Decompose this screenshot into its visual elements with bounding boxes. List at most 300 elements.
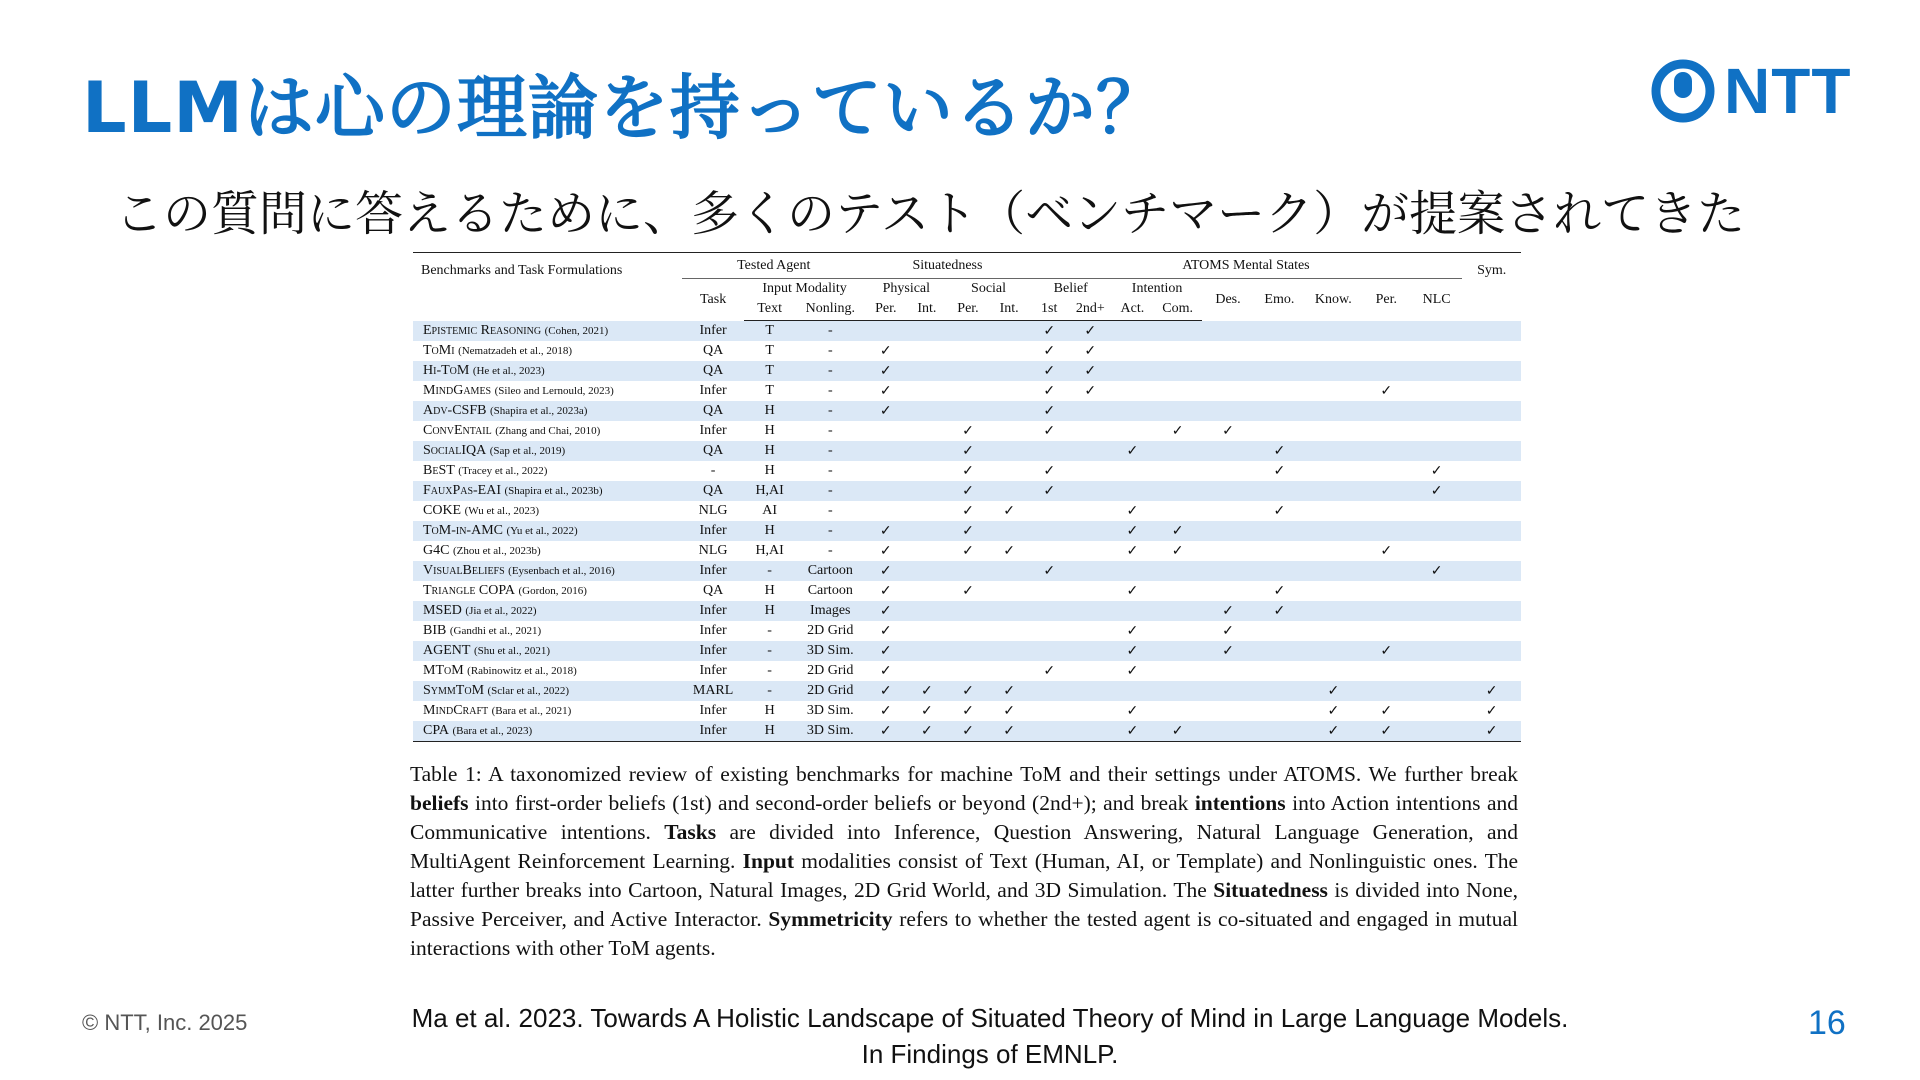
empty-cell bbox=[1462, 501, 1521, 521]
benchmark-name: FauxPas-EAI bbox=[423, 483, 502, 498]
benchmark-name: SocialIQA bbox=[423, 443, 487, 458]
empty-cell bbox=[1202, 581, 1253, 601]
check-mark: ✓ bbox=[1043, 383, 1056, 399]
header-physical-int: Int. bbox=[906, 299, 947, 321]
empty-cell bbox=[1202, 721, 1253, 742]
check-mark: ✓ bbox=[879, 543, 892, 559]
cell-nonling: - bbox=[795, 361, 865, 381]
slide-title: LLMは心の理論を持っているか？ bbox=[82, 67, 1167, 149]
empty-cell bbox=[1153, 641, 1202, 661]
empty-cell bbox=[1069, 501, 1112, 521]
caption-bold-term: Input bbox=[742, 849, 795, 873]
check-mark: ✓ bbox=[1112, 641, 1153, 661]
cell-task: QA bbox=[682, 481, 744, 501]
cell-task: Infer bbox=[699, 663, 727, 678]
caption-text: Table 1: A taxonomized review of existing benchmarks for machine ToM and their settings under ATOMS. We further break bbox=[410, 762, 1518, 786]
header-physical: Physical bbox=[882, 280, 931, 296]
caption-text: is divided into None, Passive Perceiver, and Active Interactor. bbox=[410, 878, 1519, 931]
check-mark: ✓ bbox=[947, 721, 988, 742]
check-mark: ✓ bbox=[1043, 663, 1056, 679]
cell-nonling: Cartoon bbox=[807, 583, 853, 598]
header-input-modality: Input Modality bbox=[762, 280, 847, 296]
table-row bbox=[413, 341, 1521, 361]
cell-task: Infer bbox=[699, 623, 727, 638]
benchmark-name-cell bbox=[413, 661, 682, 681]
check-mark: ✓ bbox=[1043, 423, 1056, 439]
caption-bold-term: Symmetricity bbox=[768, 907, 893, 931]
check-mark: ✓ bbox=[1202, 601, 1253, 621]
empty-cell bbox=[1462, 361, 1521, 381]
cell-nonling: Images bbox=[795, 601, 865, 621]
empty-cell bbox=[1202, 681, 1253, 701]
empty-cell bbox=[1153, 561, 1202, 581]
empty-cell bbox=[865, 421, 906, 441]
empty-cell bbox=[947, 641, 988, 661]
benchmark-name: ToMi bbox=[423, 343, 455, 358]
empty-cell bbox=[906, 381, 947, 401]
header-intention-act: Act. bbox=[1112, 299, 1153, 321]
empty-cell bbox=[1030, 541, 1069, 561]
empty-cell bbox=[1254, 341, 1305, 361]
cell-nonling: 2D Grid bbox=[807, 623, 854, 638]
empty-cell bbox=[989, 621, 1030, 641]
check-mark: ✓ bbox=[1485, 703, 1498, 719]
table-row bbox=[413, 541, 1521, 561]
empty-cell bbox=[865, 501, 906, 521]
benchmark-name: VisualBeliefs bbox=[423, 563, 505, 578]
check-mark: ✓ bbox=[1126, 543, 1139, 559]
empty-cell bbox=[947, 661, 988, 681]
cell-nonling: - bbox=[795, 521, 865, 541]
cell-nonling: Cartoon bbox=[795, 561, 865, 581]
empty-cell bbox=[1153, 361, 1202, 381]
empty-cell bbox=[1069, 541, 1112, 561]
empty-cell bbox=[1153, 601, 1202, 621]
check-mark: ✓ bbox=[1126, 503, 1139, 519]
empty-cell bbox=[1362, 401, 1411, 421]
benchmark-name-cell bbox=[413, 561, 682, 581]
check-mark: ✓ bbox=[1069, 361, 1112, 381]
check-mark: ✓ bbox=[1273, 463, 1286, 479]
empty-cell bbox=[1362, 661, 1411, 681]
empty-cell bbox=[1202, 361, 1253, 381]
ntt-logo-icon bbox=[1650, 58, 1716, 124]
cell-task: Infer bbox=[682, 721, 744, 742]
table-row bbox=[413, 701, 1521, 721]
empty-cell bbox=[1030, 581, 1069, 601]
empty-cell bbox=[1362, 341, 1411, 361]
empty-cell bbox=[1462, 641, 1521, 661]
benchmark-citation: (Bara et al., 2021) bbox=[491, 705, 572, 717]
header-social-per: Per. bbox=[947, 299, 988, 321]
empty-cell bbox=[989, 581, 1030, 601]
benchmark-citation: (Zhang and Chai, 2010) bbox=[495, 425, 601, 437]
benchmark-citation: (Sap et al., 2019) bbox=[489, 445, 566, 457]
empty-cell bbox=[1462, 401, 1521, 421]
empty-cell bbox=[1462, 581, 1521, 601]
empty-cell bbox=[1069, 641, 1112, 661]
check-mark: ✓ bbox=[1153, 721, 1202, 742]
benchmark-name: G4C bbox=[423, 543, 450, 558]
header-belief-1st: 1st bbox=[1030, 299, 1069, 321]
empty-cell bbox=[1030, 521, 1069, 541]
empty-cell bbox=[1305, 341, 1362, 361]
empty-cell bbox=[1462, 521, 1521, 541]
caption-text: are divided into Inference, Question Answering, Natural Language Generation, and MultiAgent Reinforcement Learning. bbox=[410, 820, 1519, 873]
header-intention-com: Com. bbox=[1153, 299, 1202, 321]
header-situatedness: Situatedness bbox=[865, 253, 1029, 279]
empty-cell bbox=[1069, 721, 1112, 742]
header-nlc: NLC bbox=[1422, 291, 1451, 307]
empty-cell bbox=[906, 441, 947, 461]
check-mark: ✓ bbox=[1153, 521, 1202, 541]
caption-bold-term: Tasks bbox=[664, 820, 717, 844]
cell-text: H bbox=[764, 703, 775, 718]
table-row bbox=[413, 381, 1521, 401]
empty-cell bbox=[1305, 361, 1362, 381]
header-text: Text bbox=[744, 299, 795, 321]
empty-cell bbox=[1462, 601, 1521, 621]
ntt-logo bbox=[1650, 55, 1852, 127]
benchmark-name: MindCraft bbox=[423, 703, 489, 718]
empty-cell bbox=[1112, 361, 1153, 381]
empty-cell bbox=[1254, 541, 1305, 561]
cell-task: Infer bbox=[699, 423, 727, 438]
cell-nonling: - bbox=[827, 343, 833, 358]
empty-cell bbox=[1411, 721, 1462, 742]
empty-cell bbox=[1411, 641, 1462, 661]
benchmark-name-cell bbox=[413, 581, 682, 601]
benchmark-name-cell bbox=[413, 481, 682, 501]
empty-cell bbox=[1112, 561, 1153, 581]
header-know: Know. bbox=[1314, 291, 1352, 307]
empty-cell bbox=[1362, 421, 1411, 441]
empty-cell bbox=[1305, 561, 1362, 581]
check-mark: ✓ bbox=[865, 521, 906, 541]
empty-cell bbox=[1202, 441, 1253, 461]
cell-task: NLG bbox=[698, 543, 728, 558]
reference-line-2: In Findings of EMNLP. bbox=[861, 1039, 1119, 1069]
cell-text: H,AI bbox=[744, 481, 795, 501]
check-mark: ✓ bbox=[879, 583, 892, 599]
empty-cell bbox=[1362, 461, 1411, 481]
empty-cell bbox=[989, 561, 1030, 581]
empty-cell bbox=[906, 321, 947, 342]
empty-cell bbox=[1153, 481, 1202, 501]
cell-text: H bbox=[764, 423, 775, 438]
caption-text: refers to whether the tested agent is co-situated and engaged in mutual interactions with other ToM agents. bbox=[410, 907, 1519, 960]
empty-cell bbox=[1462, 621, 1521, 641]
benchmark-name: MToM bbox=[423, 663, 464, 678]
caption-text: into Action intentions and Communicative intentions. bbox=[410, 791, 1519, 844]
empty-cell bbox=[1254, 721, 1305, 742]
table-caption bbox=[410, 760, 1518, 963]
empty-cell bbox=[1112, 401, 1153, 421]
empty-cell bbox=[1254, 401, 1305, 421]
header-tested-agent: Tested Agent bbox=[682, 253, 865, 279]
empty-cell bbox=[1202, 381, 1253, 401]
check-mark: ✓ bbox=[1462, 721, 1521, 742]
empty-cell bbox=[1153, 321, 1202, 342]
check-mark: ✓ bbox=[947, 481, 988, 501]
benchmark-table-wrapper bbox=[413, 252, 1521, 742]
cell-task: NLG bbox=[698, 503, 728, 518]
cell-nonling: - bbox=[827, 543, 833, 558]
empty-cell bbox=[947, 341, 988, 361]
benchmark-citation: (Gandhi et al., 2021) bbox=[449, 625, 542, 637]
empty-cell bbox=[989, 641, 1030, 661]
check-mark: ✓ bbox=[1362, 641, 1411, 661]
empty-cell bbox=[1305, 641, 1362, 661]
check-mark: ✓ bbox=[1030, 401, 1069, 421]
cell-nonling: - bbox=[827, 383, 833, 398]
empty-cell bbox=[1069, 561, 1112, 581]
cell-task: Infer bbox=[699, 383, 727, 398]
ntt-logo-text: NTT bbox=[1724, 55, 1852, 127]
empty-cell bbox=[947, 381, 988, 401]
empty-cell bbox=[1202, 521, 1253, 541]
cell-text: H bbox=[764, 583, 775, 598]
check-mark: ✓ bbox=[1222, 423, 1234, 439]
empty-cell bbox=[1112, 481, 1153, 501]
check-mark: ✓ bbox=[1030, 481, 1069, 501]
empty-cell bbox=[1362, 361, 1411, 381]
table-body bbox=[413, 321, 1521, 742]
header-atoms: ATOMS Mental States bbox=[1030, 253, 1463, 279]
check-mark: ✓ bbox=[947, 521, 988, 541]
table-row bbox=[413, 601, 1521, 621]
benchmark-name-cell bbox=[413, 641, 682, 661]
benchmark-table bbox=[413, 252, 1521, 742]
empty-cell bbox=[1411, 401, 1462, 421]
cell-text: H bbox=[744, 401, 795, 421]
empty-cell bbox=[1069, 621, 1112, 641]
check-mark: ✓ bbox=[1171, 423, 1184, 439]
header-per: Per. bbox=[1375, 291, 1397, 307]
benchmark-name: AGENT bbox=[423, 643, 471, 658]
check-mark: ✓ bbox=[1112, 441, 1153, 461]
empty-cell bbox=[1254, 621, 1305, 641]
cell-nonling: 3D Sim. bbox=[795, 721, 865, 742]
empty-cell bbox=[1462, 321, 1521, 342]
check-mark: ✓ bbox=[1305, 721, 1362, 742]
cell-text: - bbox=[744, 681, 795, 701]
check-mark: ✓ bbox=[1084, 383, 1097, 399]
cell-task: QA bbox=[682, 401, 744, 421]
empty-cell bbox=[1153, 701, 1202, 721]
cell-nonling: - bbox=[795, 321, 865, 342]
benchmark-name: COKE bbox=[423, 503, 462, 518]
header-sym: Sym. bbox=[1477, 263, 1507, 278]
empty-cell bbox=[906, 601, 947, 621]
empty-cell bbox=[1254, 361, 1305, 381]
header-des: Des. bbox=[1215, 291, 1241, 307]
empty-cell bbox=[947, 361, 988, 381]
empty-cell bbox=[1305, 541, 1362, 561]
empty-cell bbox=[1254, 421, 1305, 441]
empty-cell bbox=[1069, 421, 1112, 441]
empty-cell bbox=[1411, 541, 1462, 561]
empty-cell bbox=[1069, 581, 1112, 601]
empty-cell bbox=[1202, 501, 1253, 521]
empty-cell bbox=[1305, 481, 1362, 501]
empty-cell bbox=[1305, 461, 1362, 481]
cell-nonling: - bbox=[795, 481, 865, 501]
check-mark: ✓ bbox=[989, 681, 1030, 701]
empty-cell bbox=[1411, 521, 1462, 541]
empty-cell bbox=[1030, 681, 1069, 701]
benchmark-name: MindGames bbox=[423, 383, 492, 398]
empty-cell bbox=[1305, 601, 1362, 621]
benchmark-citation: (Shapira et al., 2023b) bbox=[504, 485, 603, 497]
check-mark: ✓ bbox=[962, 423, 974, 439]
empty-cell bbox=[1254, 381, 1305, 401]
cell-text: AI bbox=[762, 503, 778, 518]
check-mark: ✓ bbox=[1112, 721, 1153, 742]
check-mark: ✓ bbox=[1126, 623, 1139, 639]
empty-cell bbox=[1069, 521, 1112, 541]
check-mark: ✓ bbox=[1030, 361, 1069, 381]
empty-cell bbox=[1305, 661, 1362, 681]
table-row bbox=[413, 481, 1521, 501]
check-mark: ✓ bbox=[865, 401, 906, 421]
check-mark: ✓ bbox=[1305, 681, 1362, 701]
empty-cell bbox=[1462, 561, 1521, 581]
cell-text: - bbox=[744, 641, 795, 661]
empty-cell bbox=[1030, 501, 1069, 521]
empty-cell bbox=[1254, 481, 1305, 501]
cell-task: QA bbox=[702, 343, 724, 358]
benchmark-name-cell bbox=[413, 521, 682, 541]
empty-cell bbox=[1153, 341, 1202, 361]
caption-text: into first-order beliefs (1st) and second-order beliefs or beyond (2nd+); and break bbox=[474, 791, 1189, 815]
benchmark-name-cell bbox=[413, 501, 682, 521]
benchmark-name-cell bbox=[413, 361, 682, 381]
empty-cell bbox=[1153, 661, 1202, 681]
benchmark-name-cell bbox=[413, 601, 682, 621]
benchmark-name: Adv-CSFB bbox=[423, 403, 487, 418]
check-mark: ✓ bbox=[1043, 343, 1056, 359]
check-mark: ✓ bbox=[865, 641, 906, 661]
empty-cell bbox=[1112, 421, 1153, 441]
check-mark: ✓ bbox=[1362, 721, 1411, 742]
empty-cell bbox=[1362, 581, 1411, 601]
cell-text: - bbox=[767, 623, 772, 638]
cell-task: QA bbox=[682, 361, 744, 381]
cell-task: - bbox=[710, 463, 716, 478]
cell-task: Infer bbox=[699, 703, 727, 718]
check-mark: ✓ bbox=[1084, 343, 1097, 359]
header-social-int: Int. bbox=[989, 299, 1030, 321]
empty-cell bbox=[989, 441, 1030, 461]
table-row bbox=[413, 681, 1521, 701]
check-mark: ✓ bbox=[1273, 583, 1286, 599]
benchmark-citation: (Jia et al., 2022) bbox=[465, 605, 537, 617]
empty-cell bbox=[1362, 561, 1411, 581]
empty-cell bbox=[1153, 581, 1202, 601]
empty-cell bbox=[1069, 441, 1112, 461]
benchmark-citation: (Zhou et al., 2023b) bbox=[452, 545, 541, 557]
empty-cell bbox=[989, 361, 1030, 381]
empty-cell bbox=[1305, 581, 1362, 601]
empty-cell bbox=[1411, 501, 1462, 521]
empty-cell bbox=[1153, 381, 1202, 401]
table-row bbox=[413, 401, 1521, 421]
empty-cell bbox=[1362, 621, 1411, 641]
benchmark-name-cell bbox=[413, 681, 682, 701]
empty-cell bbox=[865, 461, 906, 481]
check-mark: ✓ bbox=[906, 721, 947, 742]
header-social: Social bbox=[971, 280, 1007, 296]
cell-text: H bbox=[744, 521, 795, 541]
table-row bbox=[413, 421, 1521, 441]
empty-cell bbox=[1202, 541, 1253, 561]
empty-cell bbox=[1030, 441, 1069, 461]
benchmark-name-cell bbox=[413, 421, 682, 441]
benchmark-citation: (Gordon, 2016) bbox=[518, 585, 587, 597]
check-mark: ✓ bbox=[1003, 503, 1015, 519]
check-mark: ✓ bbox=[865, 721, 906, 742]
empty-cell bbox=[1030, 701, 1069, 721]
empty-cell bbox=[1254, 681, 1305, 701]
cell-text: - bbox=[767, 663, 772, 678]
empty-cell bbox=[865, 481, 906, 501]
cell-nonling: 3D Sim. bbox=[806, 703, 854, 718]
empty-cell bbox=[906, 401, 947, 421]
empty-cell bbox=[1153, 621, 1202, 641]
check-mark: ✓ bbox=[879, 663, 892, 679]
benchmark-name-cell bbox=[413, 721, 682, 742]
check-mark: ✓ bbox=[947, 441, 988, 461]
check-mark: ✓ bbox=[947, 681, 988, 701]
table-row bbox=[413, 501, 1521, 521]
empty-cell bbox=[1153, 461, 1202, 481]
check-mark: ✓ bbox=[1380, 383, 1393, 399]
header-intention: Intention bbox=[1131, 280, 1183, 296]
empty-cell bbox=[1030, 641, 1069, 661]
table-row bbox=[413, 521, 1521, 541]
cell-text: T bbox=[765, 383, 774, 398]
check-mark: ✓ bbox=[1003, 703, 1015, 719]
empty-cell bbox=[1411, 661, 1462, 681]
cell-task: Infer bbox=[682, 521, 744, 541]
benchmark-name-cell bbox=[413, 381, 682, 401]
empty-cell bbox=[947, 401, 988, 421]
benchmark-citation: (Yu et al., 2022) bbox=[506, 525, 578, 537]
table-row bbox=[413, 641, 1521, 661]
check-mark: ✓ bbox=[879, 703, 892, 719]
cell-text: T bbox=[744, 321, 795, 342]
benchmark-citation: (He et al., 2023) bbox=[472, 365, 545, 377]
check-mark: ✓ bbox=[879, 623, 892, 639]
empty-cell bbox=[1362, 681, 1411, 701]
table-row bbox=[413, 561, 1521, 581]
empty-cell bbox=[1462, 461, 1521, 481]
empty-cell bbox=[1362, 501, 1411, 521]
empty-cell bbox=[1305, 621, 1362, 641]
caption-text: modalities consist of Text (Human, AI, or Template) and Nonlinguistic ones. The latter further breaks into Cartoon, Natural Images, 2D Grid World, and 3D Simulation. The bbox=[410, 849, 1519, 902]
empty-cell bbox=[1069, 701, 1112, 721]
empty-cell bbox=[1462, 541, 1521, 561]
empty-cell bbox=[1202, 701, 1253, 721]
check-mark: ✓ bbox=[865, 681, 906, 701]
check-mark: ✓ bbox=[962, 463, 974, 479]
empty-cell bbox=[1153, 401, 1202, 421]
check-mark: ✓ bbox=[989, 721, 1030, 742]
empty-cell bbox=[1411, 581, 1462, 601]
check-mark: ✓ bbox=[1273, 503, 1286, 519]
check-mark: ✓ bbox=[1380, 703, 1393, 719]
